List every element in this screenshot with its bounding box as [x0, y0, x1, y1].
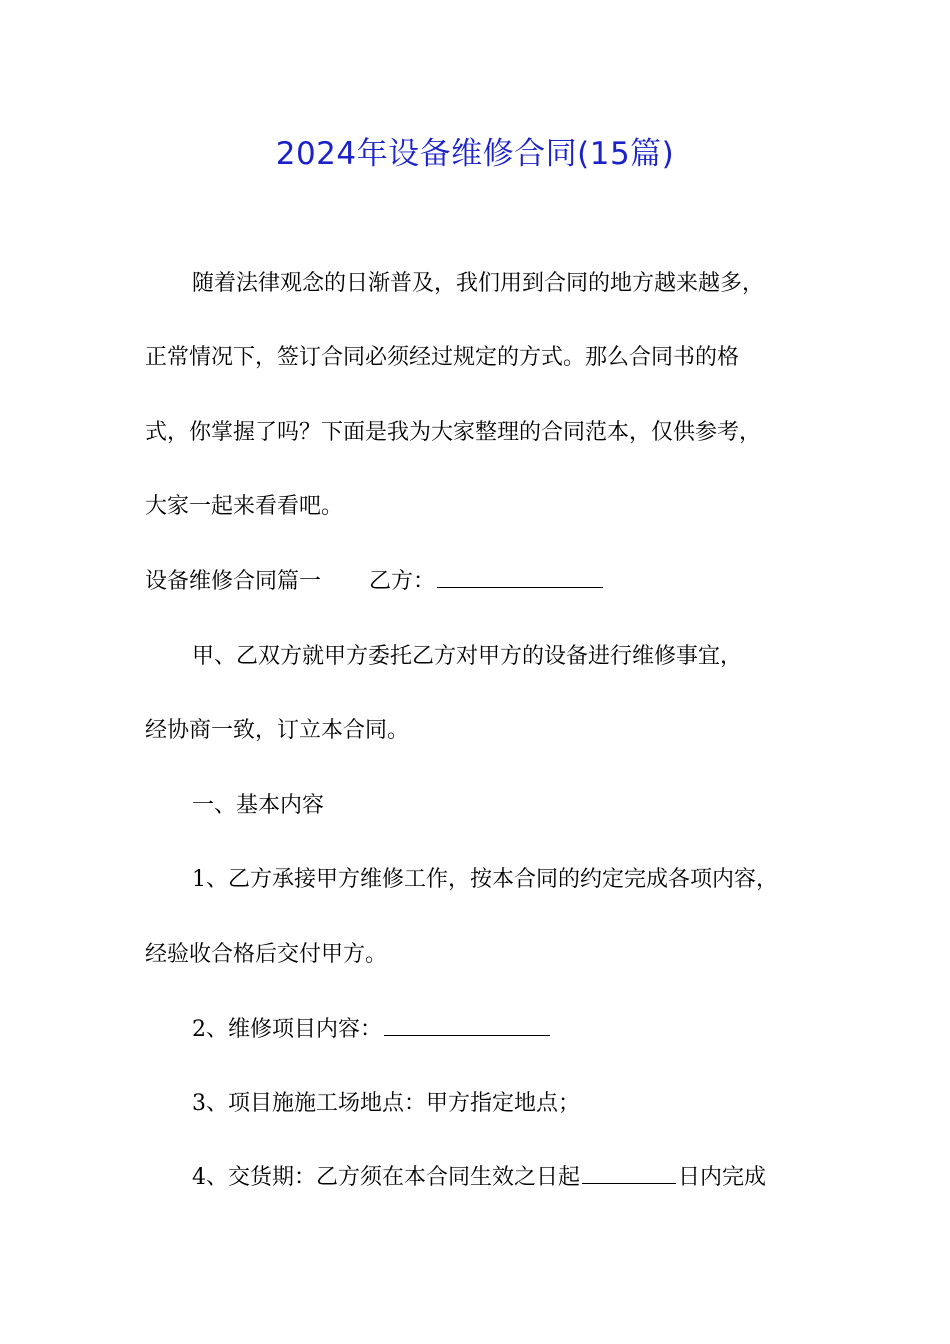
- party-b-label: 乙方：: [369, 569, 436, 594]
- item-1-line-2: 经验收合格后交付甲方。: [145, 942, 388, 967]
- item-2-row: [192, 1015, 552, 1045]
- item-4-suffix: 日内完成: [678, 1165, 767, 1190]
- intro-line-4: 大家一起来看看吧。: [145, 494, 344, 519]
- intro-line-2: 正常情况下，签订合同必须经过规定的方式。那么合同书的格: [145, 345, 740, 370]
- item-4-prefix: 4、交货期：乙方须在本合同生效之日起: [192, 1165, 580, 1190]
- section-heading-row: [145, 567, 605, 597]
- section-heading: 设备维修合同篇一: [145, 569, 322, 594]
- agreement-line-2: 经协商一致，订立本合同。: [145, 718, 410, 743]
- item-2-blank: [384, 1015, 550, 1036]
- party-b-blank: [437, 567, 603, 588]
- item-2-label: 2、维修项目内容：: [192, 1017, 382, 1042]
- item-4-row: [192, 1163, 766, 1193]
- basic-content-heading: 一、基本内容: [192, 793, 325, 818]
- intro-line-1: 随着法律观念的日渐普及，我们用到合同的地方越来越多，: [192, 271, 765, 296]
- intro-line-3: 式，你掌握了吗？下面是我为大家整理的合同范本，仅供参考，: [145, 420, 762, 445]
- item-4-blank: [582, 1163, 676, 1184]
- agreement-line-1: 甲、乙双方就甲方委托乙方对甲方的设备进行维修事宜，: [192, 644, 743, 669]
- item-1-line-1: 1、乙方承接甲方维修工作，按本合同的约定完成各项内容，: [192, 867, 778, 892]
- item-3: 3、项目施施工场地点：甲方指定地点；: [192, 1091, 580, 1116]
- document-title: 2024年设备维修合同(15篇): [275, 136, 675, 172]
